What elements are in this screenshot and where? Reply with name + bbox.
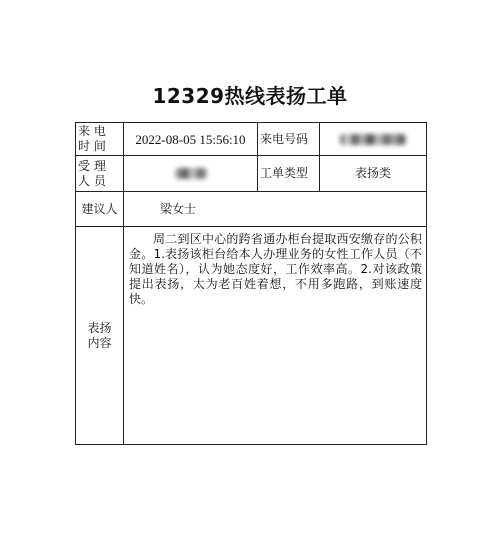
praise-content-label: 表扬内容	[76, 227, 124, 445]
call-time-row	[76, 123, 427, 156]
handler-row	[76, 156, 427, 192]
phone-number-label: 来电号码	[258, 123, 320, 156]
call-time-value: 2022-08-05 15:56:10	[124, 123, 258, 156]
suggester-row	[76, 192, 427, 227]
praise-content-value: 周二到区中心的跨省通办柜台提取西安缴存的公积金。1.表扬该柜台给本人办理业务的女性工作人员（不知道姓名），认为她态度好，工作效率高。2.对该政策提出表扬，太为老百姓着想，不用多跑路，到账速度快。	[124, 227, 427, 445]
work-order-table	[75, 122, 427, 445]
phone-number-value	[320, 123, 427, 156]
page-title: 12329热线表扬工单	[152, 84, 348, 108]
order-type-label: 工单类型	[258, 156, 320, 192]
call-time-label: 来 电 时 间	[76, 123, 124, 156]
handler-value	[124, 156, 258, 192]
suggester-label: 建议人	[76, 192, 124, 227]
suggester-value: 梁女士	[124, 192, 427, 227]
praise-content-row	[76, 227, 427, 445]
redacted-handler-name	[175, 168, 207, 179]
redacted-phone-number	[340, 134, 406, 145]
handler-label: 受 理 人 员	[76, 156, 124, 192]
order-type-value: 表扬类	[320, 156, 427, 192]
